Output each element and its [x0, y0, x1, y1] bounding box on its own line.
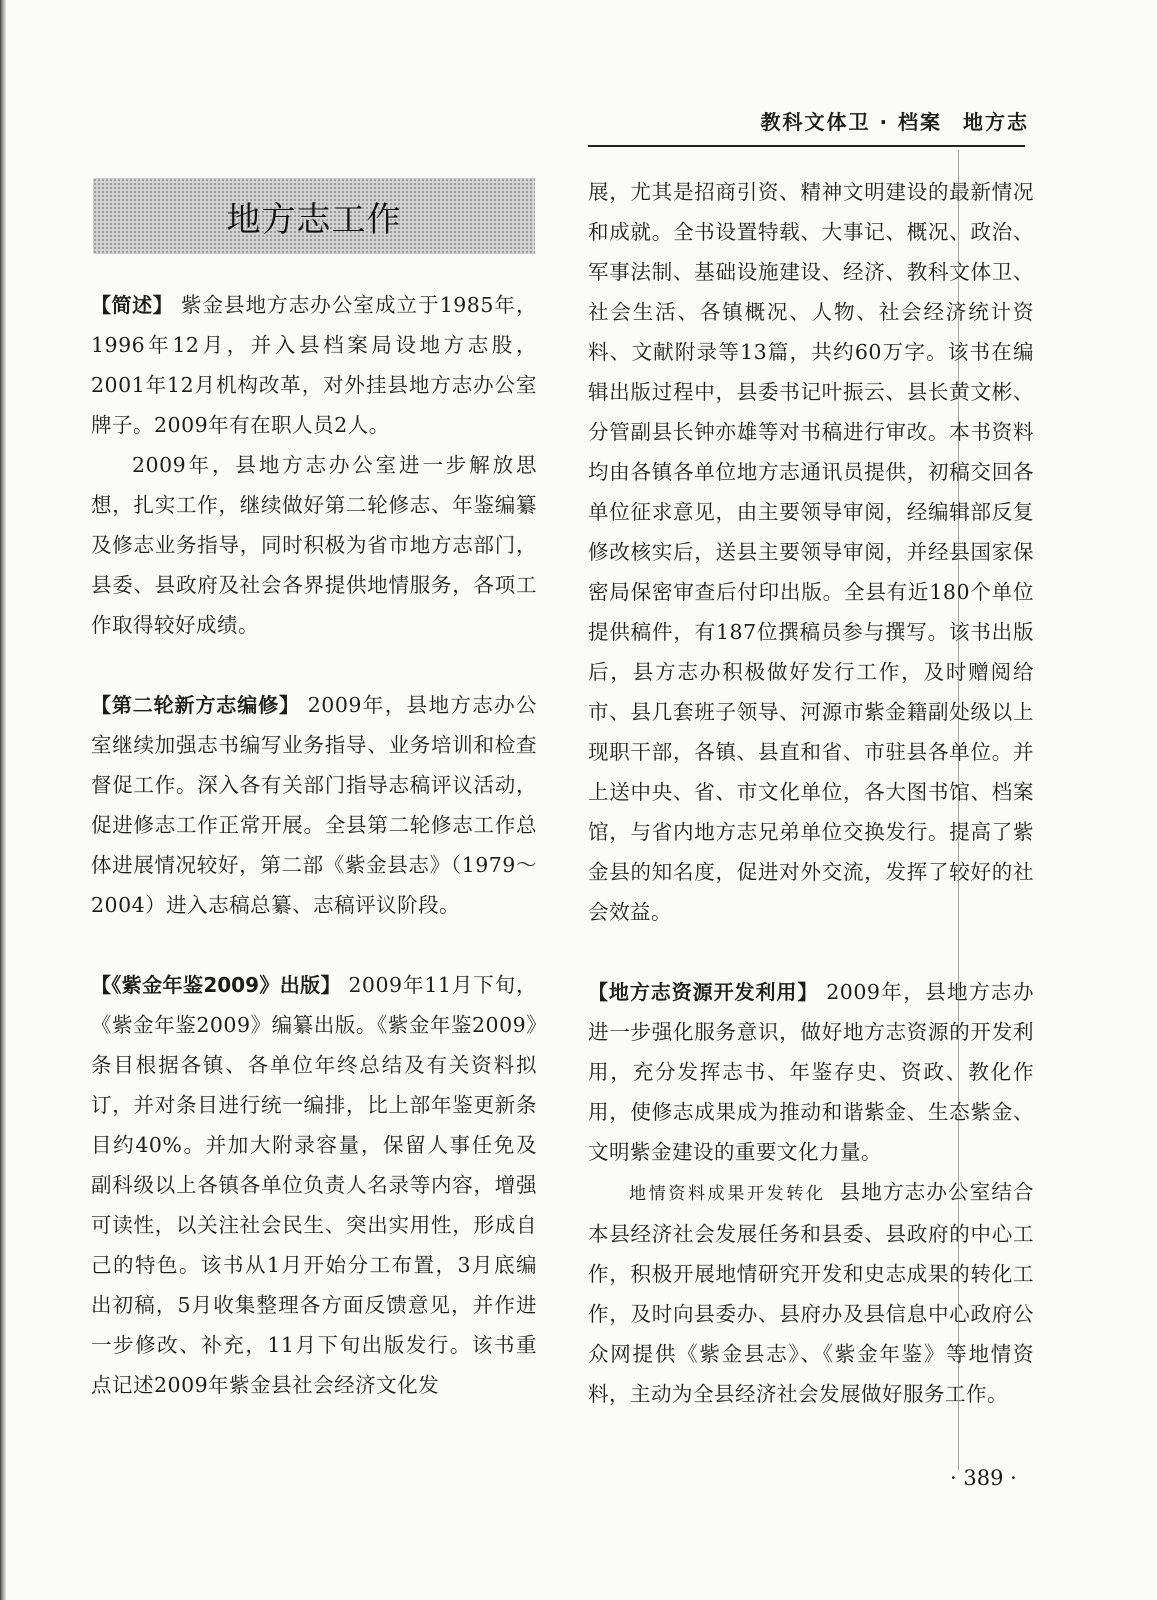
yearbook-text: 2009年11月下旬，《紫金年鉴2009》编纂出版。《紫金年鉴2009》条目根据各镇、各单位年终总结及有关资料拟订，并对条目进行统一编排，比上部年鉴更新条目约40%。并加大附录容量，保留人事任免及副科级以上各镇各单位负责人名录等内容，增强可读性，以关注社会民生、突出实用性，形成自己的特色。该书从1月开始分工布置，3月底编出初稿，5月收集整理各方面反馈意见，并作进一步修改、补充，11月下旬出版发行。该书重点记述2009年紫金县社会经济文化发: [91, 973, 537, 1397]
overview-text: 紫金县地方志办公室成立于1985年，1996年12月，并入县档案局设地方志股，2001年12月机构改革，对外挂县地方志办公室牌子。2009年有在职人员2人。: [91, 293, 538, 437]
page-number: · 389 ·: [950, 1466, 1017, 1490]
section-title-banner: [93, 178, 535, 254]
yearbook-continued-text: 展，尤其是招商引资、精神文明建设的最新情况和成就。全书设置特载、大事记、概况、政治、军事法制、基础设施建设、经济、教科文体卫、社会生活、各镇概况、人物、社会经济统计资料、文献附录等13篇，共约60万字。该书在编辑出版过程中，县委书记叶振云、县长黄文彬、分管副县长钟亦雄等对书稿进行审改。本书资料均由各镇各单位地方志通讯员提供，初稿交回各单位征求意见，由主要领导审阅，经编辑部反复修改核实后，送县主要领导审阅，并经县国家保密局保密审查后付印出版。全县有近180个单位提供稿件，有187位撰稿员参与撰写。该书出版后，县方志办积极做好发行工作，及时赠阅给市、县几套班子领导、河源市紫金籍副处级以上现职干部，各镇、县直和省、市驻县各单位。并上送中央、省、市文化单位，各大图书馆、档案馆，与省内地方志兄弟单位交换发行。提高了紫金县的知名度，促进对外交流，发挥了较好的社会效益。: [588, 180, 1034, 924]
header-subcategory: 档案: [898, 110, 943, 134]
second-round-paragraph: [91, 685, 537, 925]
second-round-text: 2009年，县地方志办公室继续加强志书编写业务指导、业务培训和检查督促工作。深入各有关部门指导志稿评议活动，促进修志工作正常开展。全县第二轮修志工作总体进展情况较好，第二部《紫金县志》（1979～2004）进入志稿总纂、志稿评议阶段。: [91, 693, 537, 917]
resources-text: 2009年，县地方志办进一步强化服务意识，做好地方志资源的开发利用，充分发挥志书、年鉴存史、资政、教化作用，使修志成果成为推动和谐紫金、生态紫金、文明紫金建设的重要文化力量。: [588, 980, 1034, 1164]
overview-heading: 【简述】: [91, 293, 174, 317]
yearbook-heading: 【《紫金年鉴2009》出版】: [91, 973, 341, 997]
overview-paragraph: [91, 285, 537, 445]
resources-paragraph: [588, 972, 1034, 1172]
header-section: 地方志: [963, 110, 1029, 134]
yearbook-paragraph: [91, 965, 537, 1405]
left-column: [91, 285, 537, 1405]
conversion-text: 县地方志办公室结合本县经济社会发展任务和县委、县政府的中心工作，积极开展地情研究开发和史志成果的转化工作，及时向县委办、县府办及县信息中心政府公众网提供《紫金县志》、《紫金年鉴》等地情资料，主动为全县经济社会发展做好服务工作。: [588, 1180, 1035, 1406]
section-title: 地方志工作: [226, 199, 402, 240]
header-separator: ·: [879, 110, 890, 134]
overview-paragraph-2: 2009年，县地方志办公室进一步解放思想，扎实工作，继续做好第二轮修志、年鉴编纂及修志业务指导，同时积极为省市地方志部门，县委、县政府及社会各界提供地情服务，各项工作取得较好成绩。: [91, 453, 537, 637]
running-header: [760, 106, 1029, 135]
resources-heading: 【地方志资源开发利用】: [588, 980, 819, 1004]
conversion-paragraph: [588, 1172, 1034, 1414]
scan-fold-line: [958, 150, 959, 1470]
right-column: [588, 172, 1034, 1414]
conversion-subheading: 地情资料成果开发转化: [629, 1184, 826, 1204]
scan-binding-edge: [0, 0, 6, 1600]
header-category: 教科文体卫: [760, 110, 871, 134]
header-rule: [588, 145, 1025, 147]
second-round-heading: 【第二轮新方志编修】: [91, 693, 300, 717]
